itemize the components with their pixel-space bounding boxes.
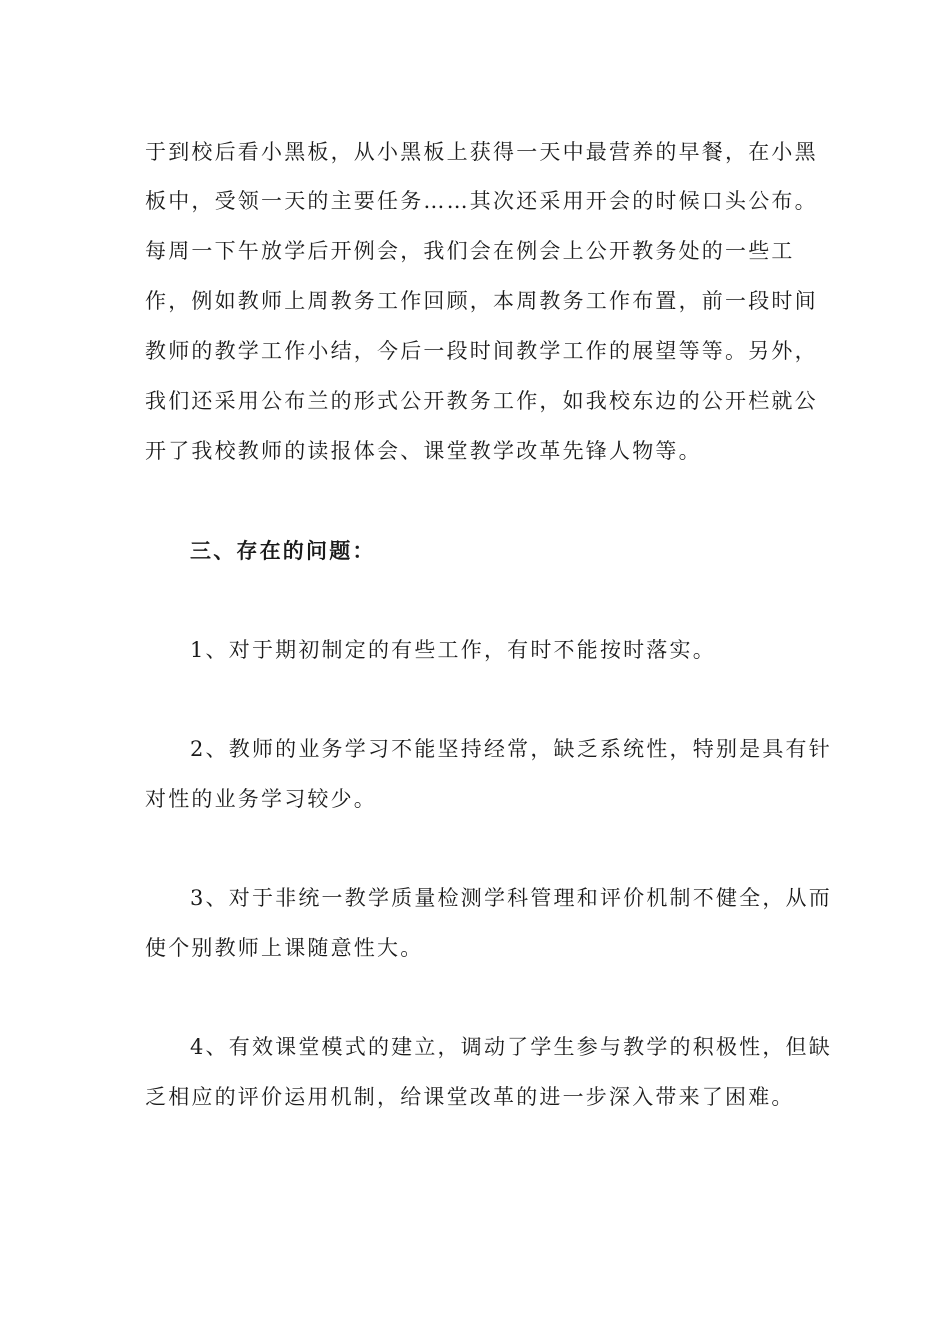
issue-line: 2、教师的业务学习不能坚持经常，缺乏系统性，特别是具有针 [190,737,832,761]
issue-line: 乏相应的评价运用机制，给课堂改革的进一步深入带来了困难。 [145,1085,795,1109]
issue-line: 1、对于期初制定的有些工作，有时不能按时落实。 [190,638,716,662]
paragraph-line: 作，例如教师上周教务工作回顾，本周教务工作布置，前一段时间 [145,289,818,313]
paragraph-line: 我们还采用公布兰的形式公开教务工作，如我校东边的公开栏就公 [145,389,818,413]
issue-line: 对性的业务学习较少。 [145,787,377,811]
section-heading: 三、存在的问题： [190,538,376,563]
issue-line: 4、有效课堂模式的建立，调动了学生参与教学的积极性，但缺 [190,1035,832,1059]
issue-line: 使个别教师上课随意性大。 [145,936,424,960]
paragraph-line: 每周一下午放学后开例会，我们会在例会上公开教务处的一些工 [145,239,795,263]
paragraph-line: 板中，受领一天的主要任务……其次还采用开会的时候口头公布。 [145,189,818,213]
issue-line: 3、对于非统一教学质量检测学科管理和评价机制不健全，从而 [190,886,832,910]
paragraph-line: 开了我校教师的读报体会、课堂教学改革先锋人物等。 [145,439,702,463]
paragraph-line: 于到校后看小黑板，从小黑板上获得一天中最营养的早餐，在小黑 [145,140,818,164]
paragraph-line: 教师的教学工作小结，今后一段时间教学工作的展望等等。另外， [145,339,818,363]
